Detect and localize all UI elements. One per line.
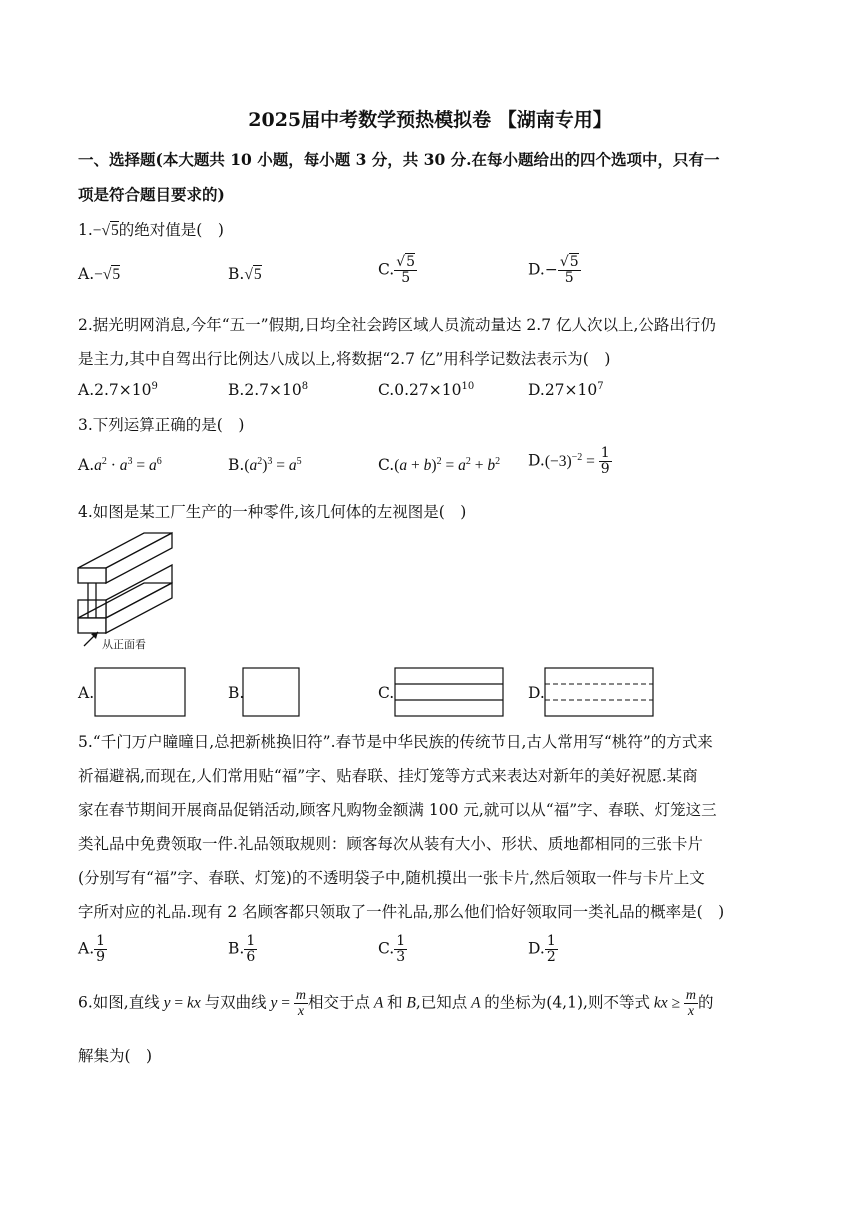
q3-option-a[interactable]: $A.a^2 \cdot a^3 = a^6$ (78, 456, 162, 475)
q2-option-c[interactable]: $C.0.27\times 10^{10}$ (378, 381, 475, 400)
page-title: 2025届中考数学预热模拟卷 【湖南专用】 (248, 109, 612, 131)
q4-option-b[interactable]: B. (228, 684, 244, 702)
q3-option-b[interactable]: $B.(a^2)^3 = a^5$ (228, 456, 302, 475)
q2-option-b[interactable]: $B.2.7\times 10^8$ (228, 381, 309, 400)
view-direction-label: 从正面看 (102, 638, 146, 651)
q2-option-a[interactable]: $A.2.7\times 10^9$ (78, 381, 158, 400)
q4-option-d[interactable]: D. (528, 684, 545, 702)
question-5-line6: 字所对应的礼品.现有 2 名顾客都只领取了一件礼品,那么他们恰好领取同一类礼品的概率是( ) (78, 903, 725, 921)
part-3d-figure (74, 528, 184, 653)
q1-option-b[interactable]: B.√5 (228, 265, 262, 283)
section-heading-line2: 项是符合题目要求的) (78, 185, 225, 204)
q4-b-shape (242, 667, 302, 719)
q3-option-d[interactable]: $D.(-3)^{-2}$ = $\frac{1}{9}$ (528, 445, 610, 477)
q1-option-c[interactable]: C. $\frac{√5}{5}$ (378, 254, 416, 286)
q2-option-d[interactable]: $D.27\times 10^7$ (528, 381, 604, 400)
q4-c-shape (394, 667, 506, 719)
q4-a-shape (94, 667, 188, 719)
question-2-line1: 2.据光明网消息,今年“五一”假期,日均全社会跨区域人员流动量达 2.7 亿人次以上,公路出行仍 (78, 316, 716, 334)
question-5-line3: 家在春节期间开展商品促销活动,顾客凡购物金额满 100 元,就可以从“福”字、春联、灯笼这三 (78, 801, 717, 819)
q4-option-a[interactable]: A. (78, 684, 94, 702)
q1-option-d[interactable]: D.− $\frac{√5}{5}$ (528, 254, 579, 286)
question-5-line5: (分别写有“福”字、春联、灯笼)的不透明袋子中,随机摸出一张卡片,然后领取一件与卡片上文 (78, 869, 705, 887)
question-2-line2: 是主力,其中自驾出行比例达八成以上,将数据“2.7 亿”用科学记数法表示为( ) (78, 350, 611, 368)
question-5-line4: 类礼品中免费领取一件.礼品领取规则：顾客每次从装有大小、形状、质地都相同的三张卡片 (78, 835, 703, 853)
question-4-stem: 4.如图是某工厂生产的一种零件,该几何体的左视图是( ) (78, 503, 467, 521)
q3-option-c[interactable]: $C.(a + b)^2 = a^2 + b^2$ (378, 456, 501, 475)
question-5-line1: 5.“千门万户瞳曈日,总把新桃换旧符”.春节是中华民族的传统节日,古人常用写“桃符”的方式来 (78, 733, 713, 751)
q1-number: 1. (78, 221, 93, 239)
q5-option-a[interactable]: A. $\frac{1}{9}$ (78, 933, 106, 965)
q1-option-a[interactable]: A.−√5 (78, 265, 121, 283)
question-6-line2: 解集为( ) (78, 1047, 153, 1065)
q5-option-d[interactable]: D. $\frac{1}{2}$ (528, 933, 556, 965)
q4-d-shape (544, 667, 656, 719)
q1-stem-text: 的绝对值是( ) (118, 221, 224, 239)
section-heading-line1: 一、选择题(本大题共 10 小题，每小题 3 分，共 30 分.在每小题给出的四个选项中，只有一 (78, 150, 720, 169)
q4-option-c[interactable]: C. (378, 684, 394, 702)
question-1-stem (78, 218, 224, 240)
q1-expression: −√5 (92, 222, 119, 239)
question-5-line2: 祈福避祸,而现在,人们常用贴“福”字、贴春联、挂灯笼等方式来表达对新年的美好祝愿.某商 (78, 767, 698, 785)
q5-option-b[interactable]: B. $\frac{1}{6}$ (228, 933, 256, 965)
question-3-stem: 3.下列运算正确的是( ) (78, 416, 245, 434)
q5-option-c[interactable]: C. $\frac{1}{3}$ (378, 933, 406, 965)
question-6-line1: 6.如图,直线 y = kx 与双曲线 y = $\frac{m}{x}$ 相交于点 A 和 B,已知点 A 的坐标为(4,1),则不等式 kx ≥ $\frac{m}{x}$ 的 (78, 988, 714, 1019)
